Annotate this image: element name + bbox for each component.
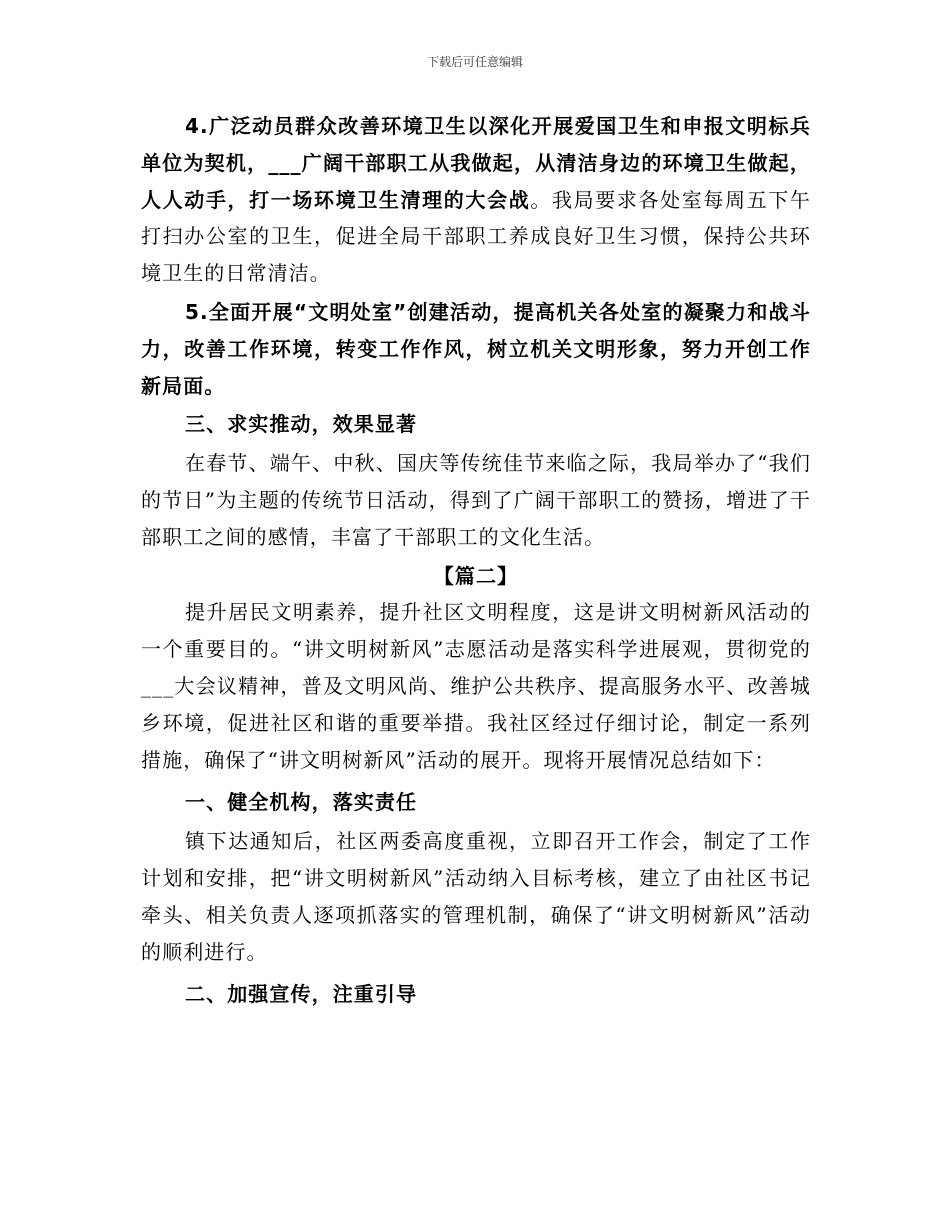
part-two-title: 【篇二】 xyxy=(433,563,519,588)
paragraph-intro: 提升居民文明素养，提升社区文明程度，这是讲文明树新风活动的一个重要目的。“讲文明树新风”志愿活动是落实科学进展观，贯彻党的___大会议精神，普及文明风尚、维护公共秩序、提高服务水平、改善城乡环境，促进社区和谐的重要举措。我社区经过仔细讨论，制定一系列措施，确保了“讲文明树新风”活动的展开。现将开展情况总结如下： xyxy=(141,600,811,772)
paragraph-item-4 xyxy=(141,108,811,292)
section-heading-2-text: 二、加强宣传，注重引导 xyxy=(185,982,418,1007)
section-heading-3-text: 三、求实推动，效果显著 xyxy=(185,412,418,437)
paragraph-item-4-normal: 。我局要求各处室每周五下午打扫办公室的卫生，促进全局干部职工养成良好卫生习惯，保持公共环境卫生的日常清洁。 xyxy=(141,187,811,286)
paragraph-item-5 xyxy=(141,294,811,404)
page-header: 下载后可任意编辑 xyxy=(426,55,523,69)
paragraph-organization: 镇下达通知后，社区两委高度重视，立即召开工作会，制定了工作计划和安排，把“讲文明树新风”活动纳入目标考核，建立了由社区书记牵头、相关负责人逐项抓落实的管理机制，确保了“讲文明树新风”活动的顺利进行。 xyxy=(141,829,811,964)
section-heading-2 xyxy=(141,976,811,1013)
section-heading-1 xyxy=(141,784,811,821)
paragraph-item-5-bold: 5.全面开展“文明处室”创建活动，提高机关各处室的凝聚力和战斗力，改善工作环境，转变工作作风，树立机关文明形象，努力开创工作新局面。 xyxy=(141,299,811,398)
document-body xyxy=(141,108,811,1013)
paragraph-festivals: 在春节、端午、中秋、国庆等传统佳节来临之际，我局举办了“我们的节日”为主题的传统节日活动，得到了广阔干部职工的赞扬，增进了干部职工之间的感情，丰富了干部职工的文化生活。 xyxy=(141,451,811,549)
section-heading-3 xyxy=(141,406,811,443)
section-heading-1-text: 一、健全机构，落实责任 xyxy=(185,790,418,815)
paragraph-item-4-bold: 4.广泛动员群众改善环境卫生以深化开展爱国卫生和申报文明标兵单位为契机，___广阔干部职工从我做起，从清洁身边的环境卫生做起，人人动手，打一场环境卫生清理的大会战 xyxy=(141,114,811,212)
